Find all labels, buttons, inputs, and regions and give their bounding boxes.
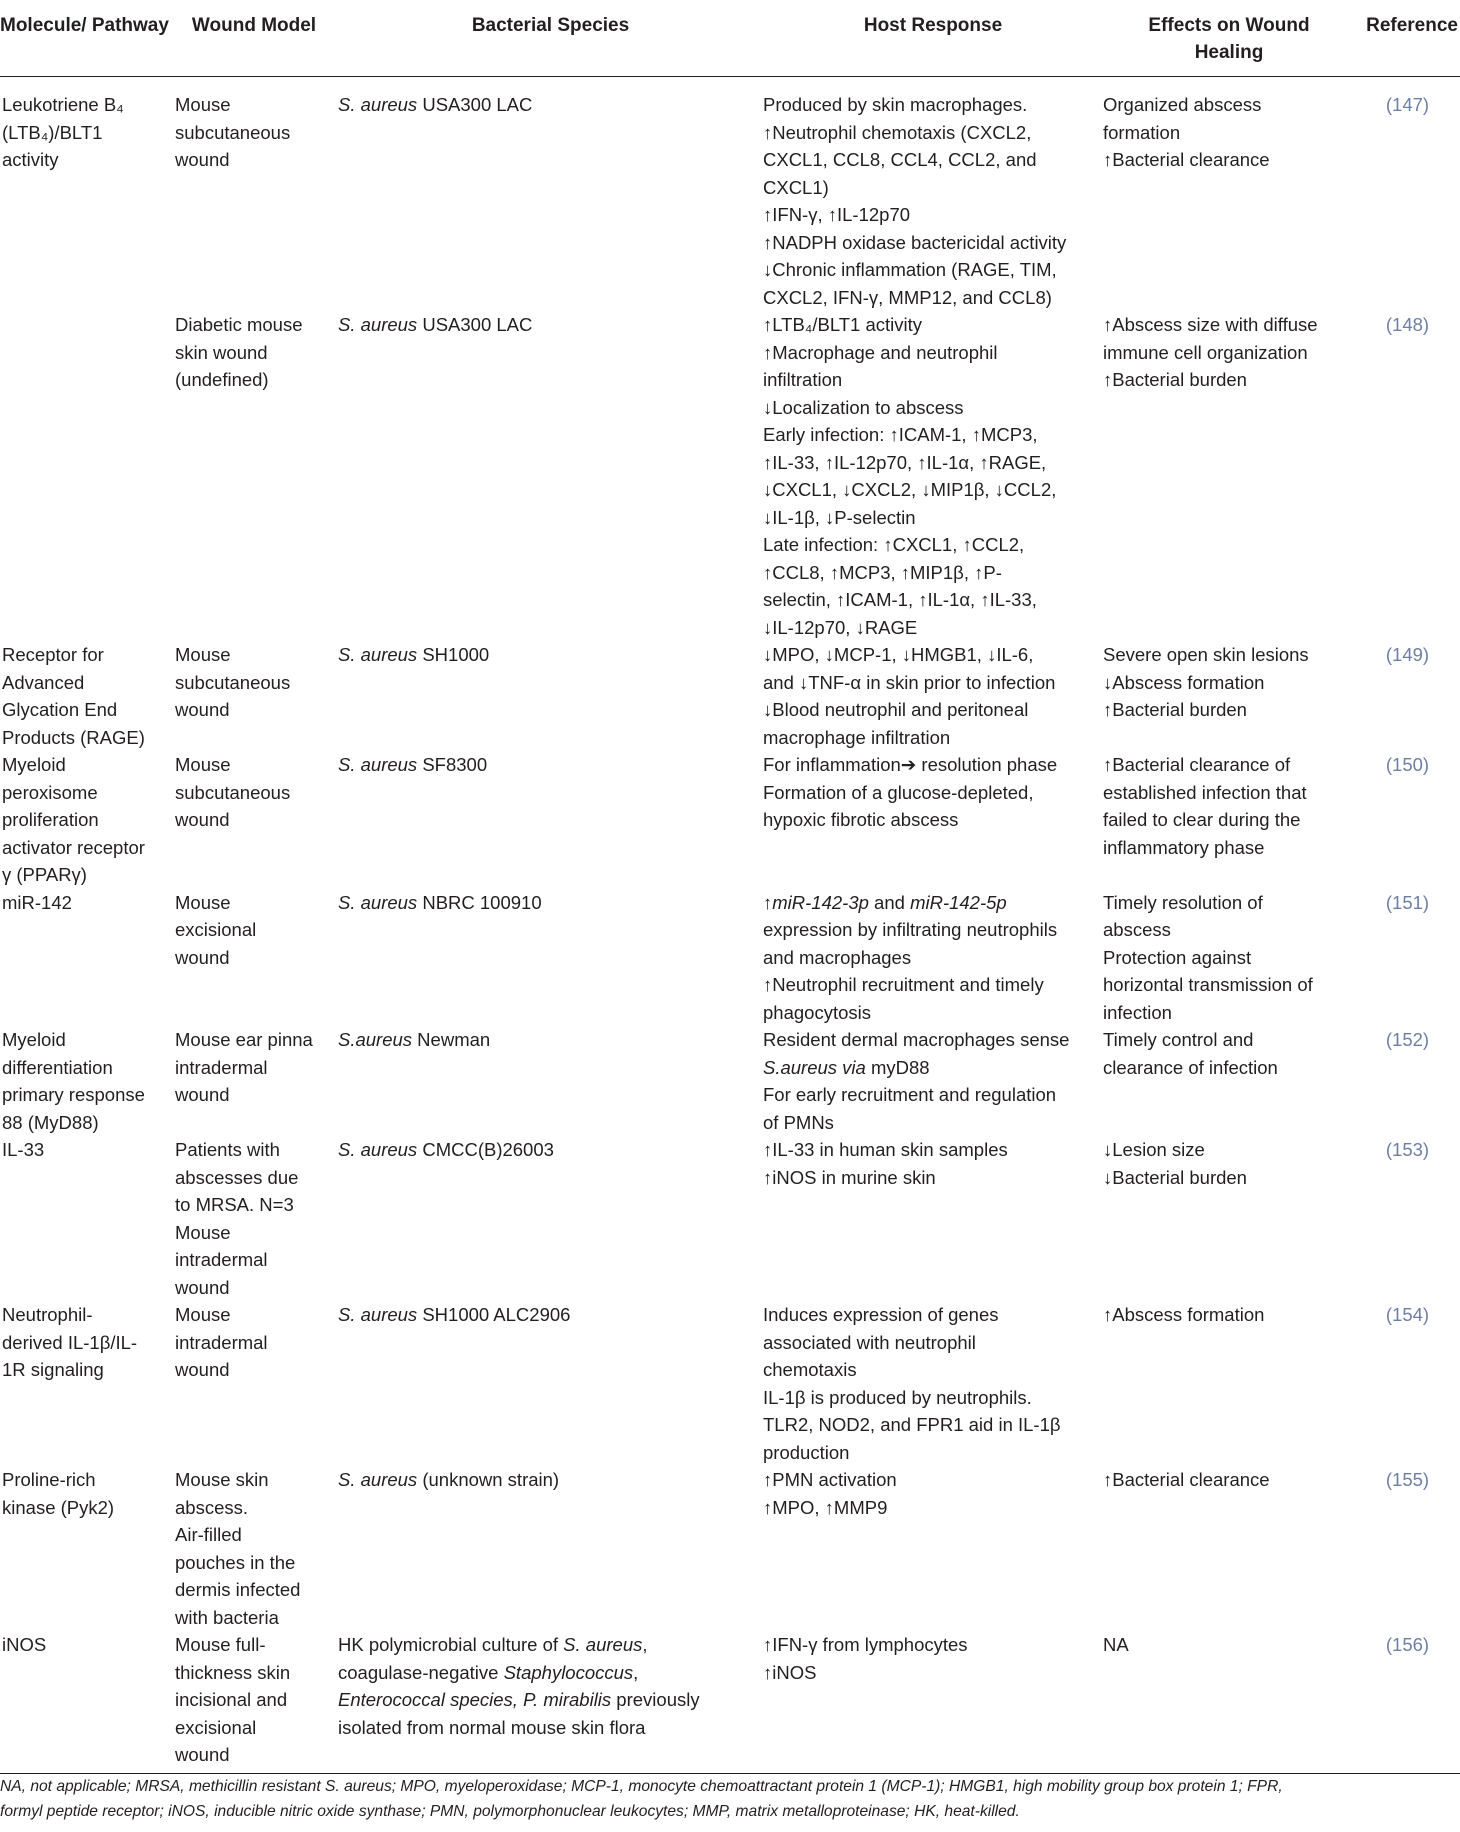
species-text: (unknown strain)	[417, 1469, 560, 1490]
cell-line: Neutrophil-	[2, 1304, 93, 1325]
species-name: Enterococcal species, P. mirabilis	[338, 1689, 612, 1710]
species-text: isolated from normal mouse skin flora	[338, 1716, 646, 1738]
cell-line: Patients with	[175, 1139, 280, 1160]
cell-bacterial-species	[338, 1301, 763, 1466]
reference-link: (153)	[1385, 1139, 1430, 1160]
cell-line: ↓Chronic inflammation (RAGE, TIM,	[763, 259, 1057, 280]
cell-line: with bacteria	[175, 1606, 279, 1628]
cell-reference	[1355, 1301, 1460, 1466]
header-effects: Effects on Wound Healing	[1103, 0, 1355, 77]
cell-line: subcutaneous	[175, 781, 291, 803]
species-text: ,	[633, 1661, 639, 1683]
species-name: S. aureus	[563, 1634, 643, 1655]
cell-bacterial-species	[338, 1026, 763, 1136]
cell-line: chemotaxis	[763, 1359, 857, 1380]
cell-molecule	[0, 1136, 170, 1301]
table-row	[0, 1466, 1460, 1631]
cell-molecule	[0, 1026, 170, 1136]
cell-line: established infection that	[1103, 781, 1307, 803]
cell-line: expression by infiltrating neutrophils	[763, 919, 1058, 940]
species-text: SF8300	[417, 754, 488, 775]
cell-line: wound	[175, 809, 230, 830]
cell-line: NA	[1103, 1634, 1129, 1655]
cell-line: ↑IL-33 in human skin samples	[763, 1139, 1008, 1160]
header-row	[0, 0, 1460, 77]
cell-line: activator receptor	[2, 836, 145, 858]
cell-line: Myeloid	[2, 754, 66, 775]
cell-line: peroxisome	[2, 781, 98, 803]
cell-line: ↑Abscess formation	[1103, 1304, 1265, 1325]
cell-line: Mouse	[175, 1304, 231, 1325]
cell-line: CXCL1, CCL8, CCL4, CCL2, and	[763, 149, 1037, 170]
cell-host-response	[763, 889, 1103, 1027]
table-row	[0, 311, 1460, 641]
cell-line: IL-1β is produced by neutrophils.	[763, 1386, 1032, 1408]
cell-reference	[1355, 1631, 1460, 1773]
table-header	[0, 0, 1460, 77]
cell-host-response	[763, 1136, 1103, 1301]
reference-link: (148)	[1385, 314, 1430, 335]
species-text: coagulase-negative	[338, 1661, 504, 1683]
cell-line: abscesses due	[175, 1166, 299, 1188]
cell-wound-model	[170, 77, 338, 312]
cell-molecule	[0, 77, 170, 312]
cell-line: For inflammation➔ resolution phase	[763, 754, 1058, 775]
cell-wound-model	[170, 889, 338, 1027]
cell-line: ↑Bacterial clearance	[1103, 1469, 1270, 1490]
cell-wound-model	[170, 1136, 338, 1301]
species-name: S. aureus	[338, 314, 418, 335]
cell-line: associated with neutrophil	[763, 1331, 976, 1353]
cell-host-response	[763, 77, 1103, 312]
species-text: USA300 LAC	[417, 314, 533, 335]
cell-line: production	[763, 1441, 850, 1463]
cell-line: Proline-rich	[2, 1469, 96, 1490]
species-text: Newman	[412, 1029, 491, 1050]
cell-effects	[1103, 1301, 1355, 1466]
cell-line: ↑PMN activation	[763, 1469, 897, 1490]
cell-effects	[1103, 1026, 1355, 1136]
cell-line: wound	[175, 1084, 230, 1105]
cell-line: ↑MPO, ↑MMP9	[763, 1496, 888, 1518]
species-line	[338, 1659, 763, 1687]
header-molecule: Molecule/ Pathway	[0, 0, 170, 77]
cell-line: Air-filled	[175, 1524, 242, 1545]
cell-line: Formation of a glucose-depleted,	[763, 781, 1034, 803]
cell-line: Glycation End	[2, 699, 118, 720]
cell-line: horizontal transmission of	[1103, 974, 1313, 995]
species-text: ,	[642, 1634, 648, 1655]
cell-line: TLR2, NOD2, and FPR1 aid in IL-1β	[763, 1414, 1061, 1435]
species-line	[338, 1714, 763, 1742]
footnote-line: NA, not applicable; MRSA, methicillin resistant S. aureus; MPO, myeloperoxidase; MCP-1, monocyte chemoattractant protein 1 (MCP-1); HMGB1, high mobility group box protein 1; FPR,	[0, 1778, 1283, 1795]
reference-link: (156)	[1385, 1634, 1430, 1655]
cell-line: ↑CCL8, ↑MCP3, ↑MIP1β, ↑P-	[763, 561, 1002, 583]
cell-effects	[1103, 77, 1355, 312]
cell-line: ↑miR-142-3p and miR-142-5p	[763, 891, 1007, 913]
cell-line: Diabetic mouse	[175, 314, 303, 335]
cell-line: wound	[175, 149, 230, 170]
cell-line: subcutaneous	[175, 671, 291, 693]
cell-line: ↑iNOS in murine skin	[763, 1166, 936, 1188]
cell-line: ↓CXCL1, ↓CXCL2, ↓MIP1β, ↓CCL2,	[763, 479, 1057, 500]
table-row	[0, 641, 1460, 751]
cell-line: ↓Localization to abscess	[763, 396, 964, 418]
cell-bacterial-species	[338, 889, 763, 1027]
cell-bacterial-species	[338, 1466, 763, 1631]
cell-wound-model	[170, 1301, 338, 1466]
species-name: S.aureus	[338, 1029, 413, 1050]
cell-effects	[1103, 1136, 1355, 1301]
cell-molecule	[0, 889, 170, 1027]
header-reference: Reference	[1355, 0, 1460, 77]
cell-line: primary response	[2, 1084, 145, 1105]
cell-bacterial-species	[338, 751, 763, 889]
cell-line: Advanced	[2, 671, 85, 693]
cell-line: and macrophages	[763, 946, 912, 968]
cell-line: Resident dermal macrophages sense	[763, 1029, 1070, 1050]
cell-line: excisional	[175, 1716, 257, 1738]
cell-line: S.aureus via myD88	[763, 1056, 930, 1078]
species-name: S. aureus	[338, 754, 418, 775]
cell-line: Organized abscess	[1103, 94, 1262, 115]
cell-line: abscess	[1103, 919, 1171, 940]
cell-reference	[1355, 1026, 1460, 1136]
cell-line: wound	[175, 1359, 230, 1380]
cell-line: pouches in the	[175, 1551, 296, 1573]
cell-line: Early infection: ↑ICAM-1, ↑MCP3,	[763, 424, 1038, 445]
cell-line: Mouse	[175, 1221, 231, 1243]
cell-line: Mouse	[175, 891, 231, 913]
cell-line: and ↓TNF-α in skin prior to infection	[763, 671, 1056, 693]
cell-reference	[1355, 889, 1460, 1027]
cell-line: ↓IL-12p70, ↓RAGE	[763, 616, 918, 638]
table-footnote	[0, 1774, 1455, 1824]
table-row	[0, 77, 1460, 312]
cell-line: Mouse	[175, 754, 231, 775]
cell-effects	[1103, 1466, 1355, 1631]
cell-line: intradermal	[175, 1249, 268, 1270]
footnote-line: formyl peptide receptor; iNOS, inducible nitric oxide synthase; PMN, polymorphonuclear leukocytes; MMP, matrix metalloproteinase; HK, heat-killed.	[0, 1803, 1020, 1820]
cell-line: wound	[175, 1276, 230, 1298]
cell-line: (undefined)	[175, 369, 269, 390]
cell-molecule	[0, 1631, 170, 1773]
cell-line: CXCL1)	[763, 176, 829, 198]
cell-line: differentiation	[2, 1056, 113, 1078]
species-line	[338, 1026, 763, 1054]
cell-line: ↑Bacterial burden	[1103, 699, 1247, 720]
cell-line: Timely control and	[1103, 1029, 1254, 1050]
species-line	[338, 1466, 763, 1494]
cell-host-response	[763, 1026, 1103, 1136]
cell-line: ↑Bacterial burden	[1103, 369, 1247, 390]
reference-link: (154)	[1385, 1304, 1430, 1325]
reference-link: (155)	[1385, 1469, 1430, 1490]
cell-line: ↓Abscess formation	[1103, 671, 1265, 693]
cell-line: ↓IL-1β, ↓P-selectin	[763, 506, 916, 528]
cell-molecule	[0, 1301, 170, 1466]
cell-line: miR-142	[2, 891, 72, 913]
cell-line: infiltration	[763, 369, 843, 390]
cell-reference	[1355, 1136, 1460, 1301]
cell-line: For early recruitment and regulation	[763, 1084, 1057, 1105]
cell-line: Timely resolution of	[1103, 891, 1263, 913]
cell-line: proliferation	[2, 809, 99, 830]
cell-line: wound	[175, 1744, 230, 1765]
cell-wound-model	[170, 1026, 338, 1136]
cell-line: wound	[175, 699, 230, 720]
cell-effects	[1103, 641, 1355, 751]
cell-reference	[1355, 641, 1460, 751]
cell-line: Mouse skin	[175, 1469, 269, 1490]
cell-line: ↑IL-33, ↑IL-12p70, ↑IL-1α, ↑RAGE,	[763, 451, 1047, 473]
cell-line: ↑Neutrophil recruitment and timely	[763, 974, 1044, 995]
cell-line: ↑Macrophage and neutrophil	[763, 341, 998, 363]
cell-line: failed to clear during the	[1103, 809, 1301, 830]
cell-host-response	[763, 751, 1103, 889]
cell-line: macrophage infiltration	[763, 726, 951, 748]
cell-reference	[1355, 77, 1460, 312]
cell-line: subcutaneous	[175, 121, 291, 143]
cell-line: inflammatory phase	[1103, 836, 1265, 858]
table-row	[0, 1631, 1460, 1773]
species-line	[338, 311, 763, 339]
reference-link: (152)	[1385, 1029, 1430, 1050]
table-row	[0, 1026, 1460, 1136]
table-body	[0, 77, 1460, 1774]
cell-line: Leukotriene B₄	[2, 94, 124, 115]
cell-line: clearance of infection	[1103, 1056, 1278, 1078]
species-line	[338, 1301, 763, 1329]
species-text: NBRC 100910	[417, 891, 542, 913]
cell-line: selectin, ↑ICAM-1, ↑IL-1α, ↑IL-33,	[763, 589, 1037, 610]
table-row	[0, 889, 1460, 1027]
cell-line: immune cell organization	[1103, 341, 1308, 363]
species-text: previously	[611, 1689, 700, 1710]
cell-line: hypoxic fibrotic abscess	[763, 809, 959, 830]
cell-line: ↓Lesion size	[1103, 1139, 1205, 1160]
cell-line: Receptor for	[2, 644, 104, 665]
species-name: S. aureus	[338, 644, 418, 665]
reference-link: (150)	[1385, 754, 1430, 775]
cell-reference	[1355, 1466, 1460, 1631]
cell-molecule	[0, 311, 170, 641]
cell-line: Protection against	[1103, 946, 1252, 968]
cell-line: ↑Bacterial clearance	[1103, 149, 1270, 170]
cell-line: (LTB₄)/BLT1	[2, 121, 103, 143]
cell-line: of PMNs	[763, 1111, 834, 1133]
species-name: S. aureus	[338, 1469, 418, 1490]
cell-effects	[1103, 1631, 1355, 1773]
cell-line: Mouse	[175, 94, 231, 115]
cell-line: Mouse full-	[175, 1634, 266, 1655]
cell-line: Late infection: ↑CXCL1, ↑CCL2,	[763, 534, 1025, 555]
cell-line: formation	[1103, 121, 1181, 143]
cell-line: γ (PPARγ)	[2, 864, 87, 885]
reference-link: (149)	[1385, 644, 1430, 665]
cell-line: thickness skin	[175, 1661, 291, 1683]
cell-host-response	[763, 641, 1103, 751]
cell-wound-model	[170, 641, 338, 751]
cell-reference	[1355, 311, 1460, 641]
cell-wound-model	[170, 1466, 338, 1631]
cell-bacterial-species	[338, 1631, 763, 1773]
cell-line: intradermal	[175, 1056, 268, 1078]
cell-line: Mouse	[175, 644, 231, 665]
cell-line: phagocytosis	[763, 1001, 871, 1023]
cell-line: Products (RAGE)	[2, 726, 145, 748]
species-name: S. aureus	[338, 891, 418, 913]
cell-line: ↓Blood neutrophil and peritoneal	[763, 699, 1029, 720]
cell-line: 88 (MyD88)	[2, 1111, 99, 1133]
species-name: S. aureus	[338, 1304, 418, 1325]
cell-bacterial-species	[338, 311, 763, 641]
cell-line: ↑LTB₄/BLT1 activity	[763, 314, 923, 335]
cell-line: skin wound	[175, 341, 268, 363]
cell-wound-model	[170, 1631, 338, 1773]
species-line	[338, 1136, 763, 1164]
cell-line: infection	[1103, 1001, 1172, 1023]
reference-link: (151)	[1385, 891, 1430, 913]
species-line	[338, 91, 763, 119]
cell-line: dermis infected	[175, 1579, 301, 1600]
cell-line: ↑IFN-γ, ↑IL-12p70	[763, 204, 911, 225]
reference-link: (147)	[1385, 94, 1430, 115]
header-bacterial-species: Bacterial Species	[338, 0, 763, 77]
table-row	[0, 1136, 1460, 1301]
species-text: CMCC(B)26003	[417, 1139, 554, 1160]
cell-line: to MRSA. N=3	[175, 1194, 294, 1215]
cell-host-response	[763, 1631, 1103, 1773]
cell-wound-model	[170, 311, 338, 641]
cell-host-response	[763, 311, 1103, 641]
species-name: S. aureus	[338, 94, 418, 115]
species-line	[338, 641, 763, 669]
species-text: USA300 LAC	[417, 94, 533, 115]
cell-effects	[1103, 889, 1355, 1027]
cell-effects	[1103, 311, 1355, 641]
cell-line: derived IL-1β/IL-	[2, 1331, 138, 1353]
cell-line: Mouse ear pinna	[175, 1029, 313, 1050]
cell-line: CXCL2, IFN-γ, MMP12, and CCL8)	[763, 286, 1052, 308]
cell-line: ↑Neutrophil chemotaxis (CXCL2,	[763, 121, 1032, 143]
cell-line: iNOS	[2, 1634, 47, 1655]
species-line	[338, 1686, 763, 1714]
cell-line: Myeloid	[2, 1029, 66, 1050]
species-text: SH1000	[417, 644, 490, 665]
cell-line: ↓MPO, ↓MCP-1, ↓HMGB1, ↓IL-6,	[763, 644, 1034, 665]
cell-line: Induces expression of genes	[763, 1304, 999, 1325]
cell-line: ↑iNOS	[763, 1661, 817, 1683]
header-wound-model: Wound Model	[170, 0, 338, 77]
cell-line: incisional and	[175, 1689, 288, 1710]
table-row	[0, 751, 1460, 889]
cell-line: ↑Abscess size with diffuse	[1103, 314, 1318, 335]
cell-effects	[1103, 751, 1355, 889]
species-name: S. aureus	[338, 1139, 418, 1160]
cell-line: activity	[2, 149, 59, 170]
species-text: SH1000 ALC2906	[417, 1304, 571, 1325]
cell-bacterial-species	[338, 1136, 763, 1301]
cell-line: 1R signaling	[2, 1359, 104, 1380]
cell-line: IL-33	[2, 1139, 45, 1160]
species-name: Staphylococcus	[503, 1661, 634, 1683]
cell-molecule	[0, 1466, 170, 1631]
cell-host-response	[763, 1301, 1103, 1466]
cell-bacterial-species	[338, 77, 763, 312]
cell-line: ↓Bacterial burden	[1103, 1166, 1247, 1188]
cell-bacterial-species	[338, 641, 763, 751]
cell-line: intradermal	[175, 1331, 268, 1353]
cell-line: excisional	[175, 919, 257, 940]
species-line	[338, 751, 763, 779]
cell-molecule	[0, 641, 170, 751]
cell-wound-model	[170, 751, 338, 889]
cell-reference	[1355, 751, 1460, 889]
cell-line: abscess.	[175, 1496, 249, 1518]
species-line	[338, 1631, 763, 1659]
cell-line: kinase (Pyk2)	[2, 1496, 115, 1518]
cell-host-response	[763, 1466, 1103, 1631]
species-text: HK polymicrobial culture of	[338, 1634, 564, 1655]
cell-line: Severe open skin lesions	[1103, 644, 1309, 665]
cell-molecule	[0, 751, 170, 889]
species-line	[338, 889, 763, 917]
header-host-response: Host Response	[763, 0, 1103, 77]
cell-line: ↑IFN-γ from lymphocytes	[763, 1634, 968, 1655]
cell-line: Produced by skin macrophages.	[763, 94, 1028, 115]
cell-line: ↑Bacterial clearance of	[1103, 754, 1291, 775]
cell-line: ↑NADPH oxidase bactericidal activity	[763, 231, 1067, 253]
table-row	[0, 1301, 1460, 1466]
cell-line: wound	[175, 946, 230, 968]
